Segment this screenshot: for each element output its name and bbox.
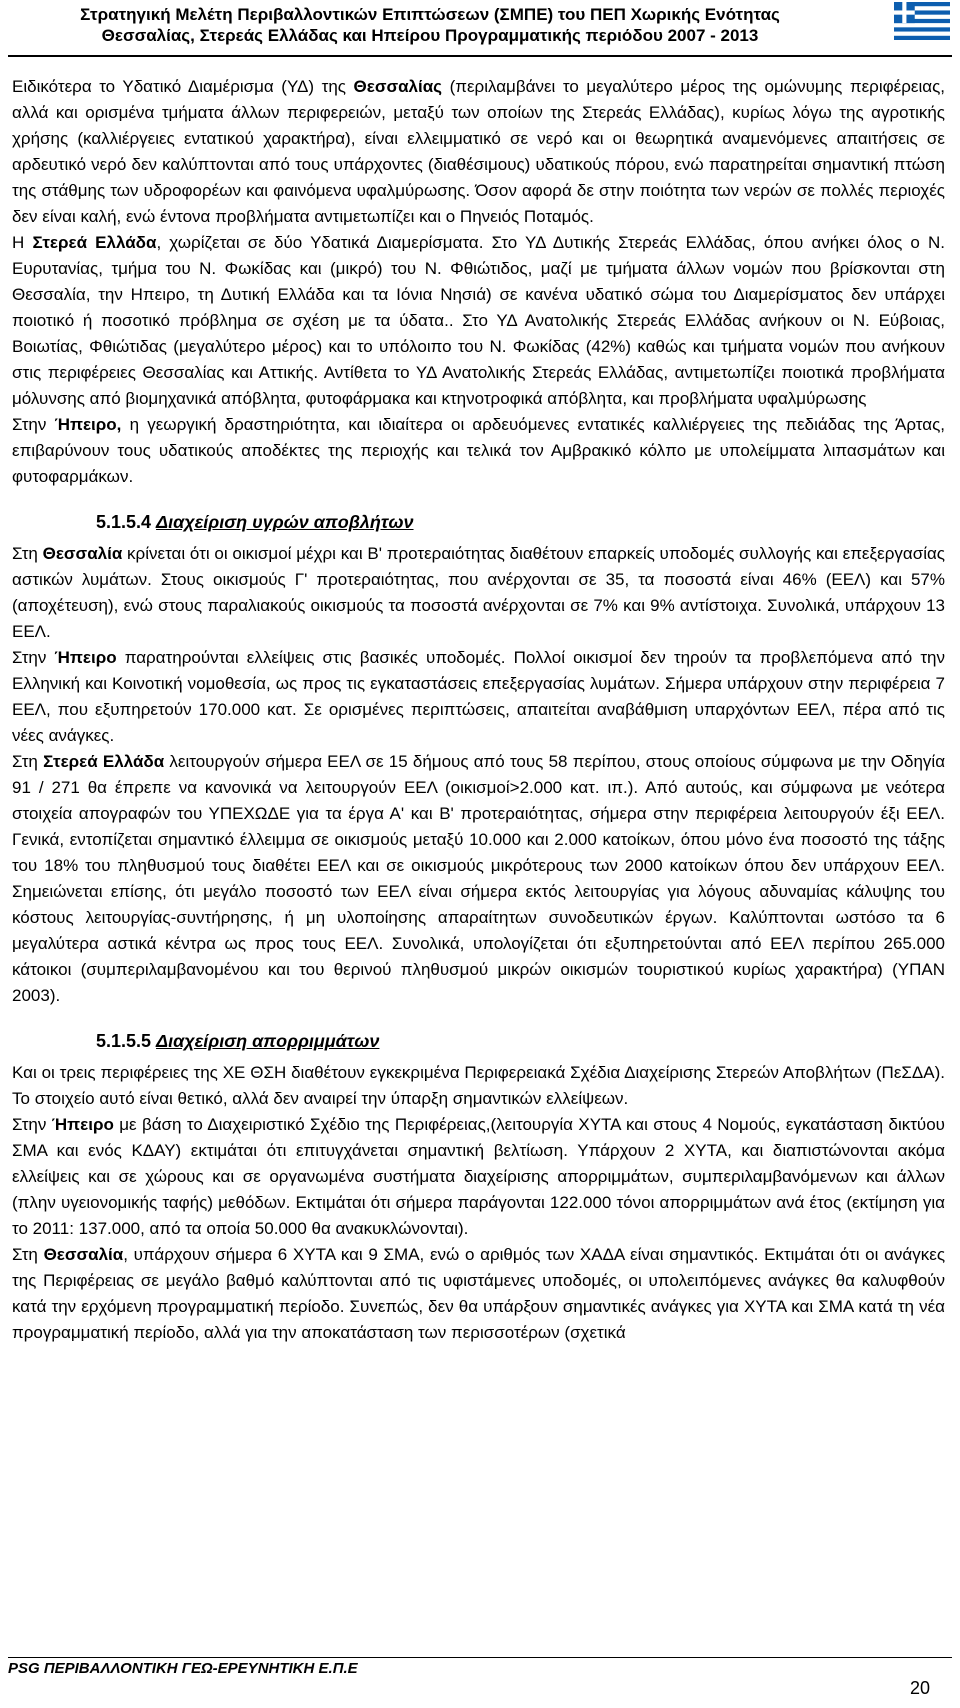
- page-header: [0, 0, 960, 58]
- header-title-line2: Θεσσαλίας, Στερεάς Ελλάδας και Ηπείρου Προγραμματικής περιόδου 2007 - 2013: [101, 26, 759, 45]
- page-number: 20: [909, 1678, 930, 1698]
- paragraph-thessaly-wastewater: Στη Θεσσαλία κρίνεται ότι οι οικισμοί μέχρι και Β' προτεραιότητας διαθέτουν επαρκείς υποδομές συλλογής και επεξεργασίας αστικών λυμάτων. Στους οικισμούς Γ' προτεραιότητας, που ανέρχονται σε 35, τα ποσοστά είναι 46% (ΕΕΛ) και 57% (αποχέτευση), ενώ στους παραλιακούς οικισμούς τα ποσοστά ανέρχονται σε 7% και 9% αντίστοιχα. Συνολικά, υπάρχουν 13 ΕΕΛ.: [12, 544, 945, 641]
- header-title-line1: Στρατηγική Μελέτη Περιβαλλοντικών Επιπτώσεων (ΣΜΠΕ) του ΠΕΠ Χωρικής Ενότητας: [80, 5, 780, 24]
- greek-flag-icon: [894, 2, 950, 40]
- paragraph-epirus-water: Στην Ήπειρο, η γεωργική δραστηριότητα, και ιδιαίτερα οι αρδευόμενες εντατικές καλλιέργειες της πεδιάδας της Άρτας, επιβαρύνουν τους υδατικούς αποδέκτες της περιοχής και τελικά τον Αμβρακικό κόλπο με υπολείμματα λιπασμάτων και φυτοφαρμάκων.: [12, 415, 945, 486]
- document-body: [12, 74, 945, 1346]
- paragraph-thessaly-waste: Στη Θεσσαλία, υπάρχουν σήμερα 6 ΧΥΤΑ και 9 ΣΜΑ, ενώ ο αριθμός των ΧΑΔΑ είναι σημαντικός. Εκτιμάται ότι οι ανάγκες της Περιφέρειας σε μεγάλο βαθμό καλύπτονται από τις υφιστάμενες υποδομές, οι υπολειπόμενες ανάγκες θα καλυφθούν κατά την ερχόμενη προγραμματική περίοδο. Συνεπώς, δεν θα υπάρξουν σημαντικές ανάγκες για ΧΥΤΑ και ΣΜΑ κατά τη νέα προγραμματική περίοδο, αλλά για την αποκατάσταση των περισσοτέρων (σχετικά: [12, 1245, 946, 1342]
- paragraph-epirus-waste: Στην Ήπειρο με βάση το Διαχειριστικό Σχέδιο της Περιφέρειας,(λειτουργία ΧΥΤΑ και στους 4 Νομούς, εγκατάσταση δικτύου ΣΜΑ και ενός ΚΔΑΥ) εκτιμάται ότι επιτυγχάνεται σημαντική βελτίωση. Υπάρχουν 2 ΧΥΤΑ, και διαπιστώνονται ακόμα ελλείψεις και σε χώρους και σε οργανωμένα συστήματα διαχείρισης απορριμμάτων, συμπεριλαμβανόμενων και άλλων (πλην υγειονομικής ταφής) μεθόδων. Εκτιμάται ότι σήμερα παράγονται 122.000 τόνοι απορριμμάτων ανά έτος (εκτίμηση για το 2011: 137.000, από τα οποία 50.000 θα ανακυκλώνονται).: [12, 1115, 945, 1238]
- paragraph-regions-waste: Και οι τρεις περιφέρειες της ΧΕ ΘΣΗ διαθέτουν εγκεκριμένα Περιφερειακά Σχέδια Διαχείρισης Στερεών Αποβλήτων (ΠεΣΔΑ). Το στοιχείο αυτό είναι θετικό, αλλά δεν αναιρεί την ύπαρξη σημαντικών ελλείψεων.: [12, 1063, 945, 1108]
- header-title: [30, 4, 830, 46]
- paragraph-sterea-wastewater: Στη Στερεά Ελλάδα λειτουργούν σήμερα ΕΕΛ σε 15 δήμους από τους 58 περίπου, στους οποίους σύμφωνα με την Οδηγία 91 / 271 θα έπρεπε να κανονικά να λειτουργούν ΕΕΛ (οικισμοί>2.000 κατ. ιπ.). Από αυτούς, και σύμφωνα με νεότερα στοιχεία απογραφών του ΥΠΕΧΩΔΕ για τα έργα Α' και Β' προτεραιότητας, σήμερα στην περιφέρεια λειτουργούν έξι ΕΕΛ. Γενικά, εντοπίζεται σημαντικό έλλειμμα σε οικισμούς μεταξύ 10.000 και 2.000 κατοίκων, όπου μόνο ένα ποσοστό της τάξης του 18% του πληθυσμού τους διαθέτει ΕΕΛ και σε οικισμούς μικρότερους των 2000 κατοίκων όπου δεν υπάρχουν ΕΕΛ. Σημειώνεται επίσης, ότι μεγάλο ποσοστό των ΕΕΛ είναι σήμερα εκτός λειτουργίας για λόγους αδυναμίας κάλυψης του κόστους λειτουργίας-συντήρησης, ή μη υλοποίησης απαραίτητων συνοδευτικών έργων. Καλύπτονται ωστόσο τα 6 μεγαλύτερα αστικά κέντρα ως προς τους ΕΕΛ. Συνολικά, υπολογίζεται ότι εξυπηρετούνται από ΕΕΛ περίπου 265.000 κάτοικοι (συμπεριλαμβανομένου και του θερινού πληθυσμού μικρών οικισμών τουριστικού κυρίως χαρακτήρα) (ΥΠΑΝ 2003).: [12, 752, 946, 1005]
- header-divider: [8, 55, 952, 57]
- section-heading-waste: 5.1.5.5 Διαχείριση απορριμμάτων: [96, 1031, 380, 1051]
- footer-company: PSG ΠΕΡΙΒΑΛΛΟΝΤΙΚΗ ΓΕΩ-ΕΡΕΥΝΗΤΙΚΗ Ε.Π.Ε: [8, 1660, 358, 1677]
- footer-divider: [8, 1657, 952, 1658]
- paragraph-thessaly-water: Ειδικότερα το Υδατικό Διαμέρισμα (ΥΔ) της Θεσσαλίας (περιλαμβάνει το μεγαλύτερο μέρος της ομώνυμης περιφέρειας, αλλά και ορισμένα τμήματα άλλων περιφερειών, μεταξύ των οποίων της Στερεάς Ελλάδας), κυρίως λόγω της αγροτικής χρήσης (καλλιέργειες εντατικού χαρακτήρα), είναι ελλειμματικό σε νερό και οι θεωρητικά αναμενόμενες απαιτήσεις σε αρδευτικό νερό δεν καλύπτονται από τους υπάρχοντες (διαθέσιμους) υδατικούς πόρου, ενώ παρατηρείται σημαντική πτώση της στάθμης των υδροφορέων και φαινόμενα υφαλμύρωσης. Όσον αφορά δε στην ποιότητα των νερών σε πολλές περιοχές δεν είναι καλή, ενώ έντονα προβλήματα αντιμετωπίζει και ο Πηνειός Ποταμός.: [12, 77, 945, 226]
- paragraph-sterea-water: Η Στερεά Ελλάδα, χωρίζεται σε δύο Υδατικά Διαμερίσματα. Στο ΥΔ Δυτικής Στερεάς Ελλάδας, όπου ανήκει όλος ο Ν. Ευρυτανίας, τμήμα του Ν. Φωκίδας και (μικρό) του Ν. Φθιώτιδος, μαζί με τμήματα άλλων νομών που βρίσκονται στη Θεσσαλία, την Ηπειρο, τη Δυτική Ελλάδα και τα Ιόνια Νησιά) σε κανένα υδατικό σώμα του Διαμερίσματος δεν υπάρχει ποιοτικό ή ποσοτικό πρόβλημα σε σχέση με τα ύδατα.. Στο ΥΔ Ανατολικής Στερεάς Ελλάδας ανήκουν οι Ν. Εύβοιας, Βοιωτίας, Φθιώτιδας (μεγαλύτερο μέρος) και το υπόλοιπο του Ν. Φωκίδας (42%) καθώς και τμήματα νομών που ανήκουν στις περιφέρειες Θεσσαλίας και Αττικής. Αντίθετα το ΥΔ Ανατολικής Στερεάς Ελλάδας, αντιμετωπίζει ποιοτικά προβλήματα μόλυνσης από βιομηχανικά απόβλητα, φυτοφάρμακα και κτηνοτροφικά απόβλητα, και προβλήματα υφαλμύρωσης: [12, 233, 946, 408]
- section-heading-wastewater: 5.1.5.4 Διαχείριση υγρών αποβλήτων: [96, 512, 414, 532]
- paragraph-epirus-wastewater: Στην Ήπειρο παρατηρούνται ελλείψεις στις βασικές υποδομές. Πολλοί οικισμοί δεν τηρούν τα προβλεπόμενα από την Ελληνική και Κοινοτική νομοθεσία, ως προς τις εγκαταστάσεις επεξεργασίας λυμάτων. Σήμερα υπάρχουν στην περιφέρεια 7 ΕΕΛ, που εξυπηρετούν 170.000 κατ. Σε ορισμένες περιπτώσεις, απαιτείται αναβάθμιση υπαρχόντων ΕΕΛ, πέρα από τις νέες ανάγκες.: [12, 648, 945, 745]
